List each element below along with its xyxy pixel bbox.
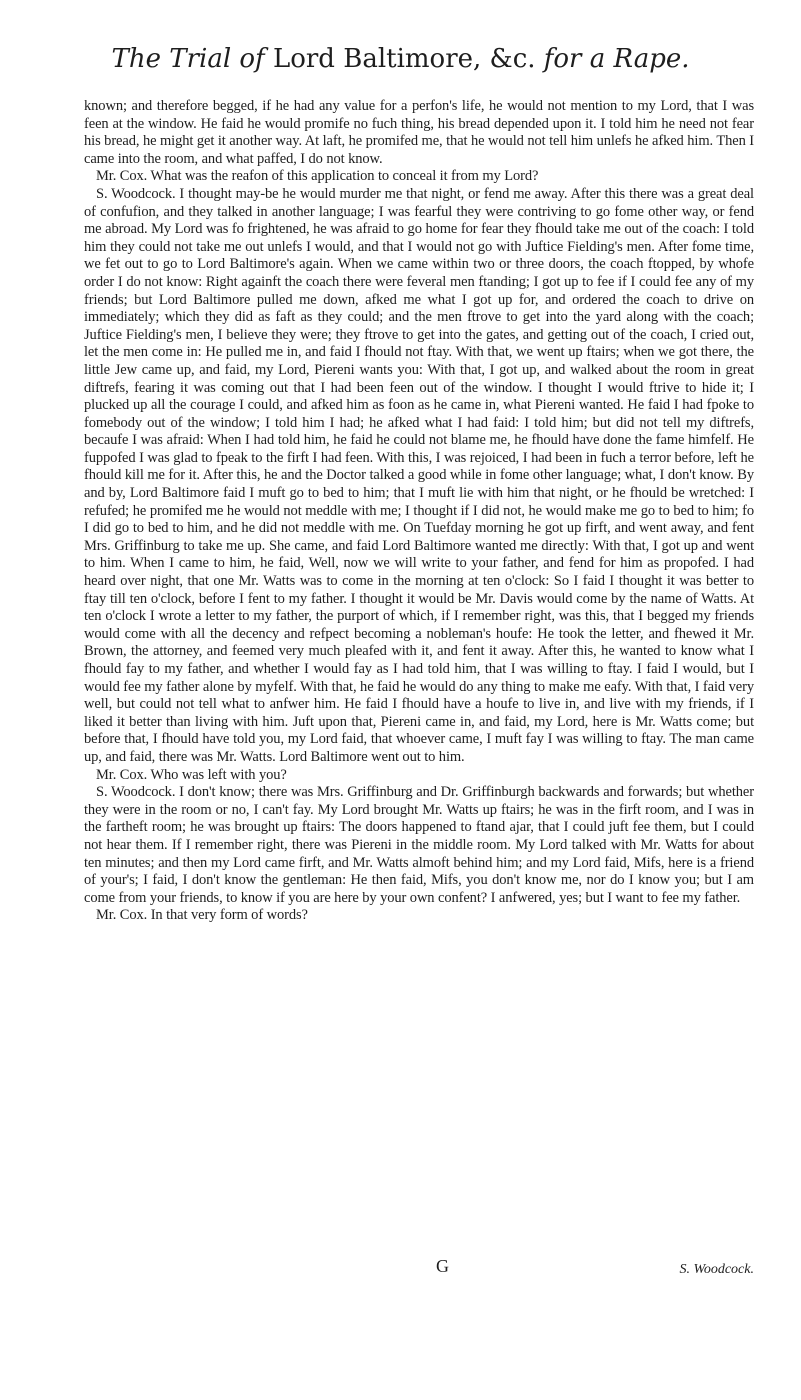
paragraph: S. Woodcock. I thought may-be he would murder me that night, or fend me away. After this there was a great deal of confufion, and they talked in another language; I was fearful they were contriving to go fome other way, or fend me abroad. My Lord was fo frightened, he was afraid to go home for fear they fhould take me out of the coach: I told him they could not take me out unlefs I would, and that I would not go with Juftice Fielding's men. After fome time, we fet out to go to Lord Baltimore's again. When we came within two or three doors, the coach ftopped, by whofe order I do not know: Right againft the coach there were feveral men ftanding; I got up to fee if I could fee any of my friends; but Lord Baltimore pulled me down, afked me what I got up for, and ordered the coach to drive on immediately; which they did as faft as they could; and the men ftrove to get into the yard along with the coach; Juftice Fielding's men, I believe they were; they ftrove to get into the gates, and getting out of the coach, I cried out, let the men come in: He pulled me in, and faid I fhould not ftay. With that, we went up ftairs; when we got there, the little Jew came up, and faid, my Lord, Piereni wants you: With that, I got up, and walked about the room in great diftrefs, fearing it was coming out that I had been feen out of the window. I thought I would ftrive to hide it; I plucked up all the courage I could, and afked him as foon as he came in, what Piereni wanted. He faid I had fpoke to fomebody out of the window; I told him I had; he afked what I had faid: I told him; but did not tell my diftrefs, becaufe I was afraid: When I had told him, he faid he could not blame me, he fhould have done the fame himfelf. He fuppofed I was glad to fpeak to the firft I had feen. With this, I was rejoiced, I had been in fuch a terror before, left he fhould kill me for it. After this, he and the Doctor talked a good while in fome other language; what, I don't know. By and by, Lord Baltimore faid I muft go to bed to him; that I muft lie with him that night, or he fhould be wretched: I refufed; he promifed me he would not meddle with me; I thought if I did not, he would make me go to bed to him; fo I did go to bed to him, and he did not meddle with me. On Tuefday morning he got up firft, and went away, and fent Mrs. Griffinburg to take me up. She came, and faid Lord Baltimore wanted me directly: With that, I got up and went to him. When I came to him, he faid, Well, now we will write to your father, and fend for him as propofed. I had heard over night, that one Mr. Watts was to come in the morning at ten o'clock: So I faid I thought it was better to ftay till ten o'clock, before I fent to my father. I thought it would be Mr. Davis would come by the name of Watts. At ten o'clock I wrote a letter to my father, the purport of which, if I remember right, was this, that I begged my friends would come with all the decency and refpect becoming a nobleman's houfe: He took the letter, and fhewed it Mr. Brown, the attorney, and feemed very much pleafed with it, and fent it away. After this, he wanted to know what I fhould fay to my father, and whether I would fay as I had told him, that I was willing to ftay. I faid I would, but I would fee my father alone by myfelf. With that, he faid he would do any thing to make me eafy. With that, I faid very well, but could not tell what to anfwer him. He faid I fhould have a houfe to live in, and live with my friends, if I liked it better than living with him. Juft upon that, Piereni came in, and faid, my Lord, here is Mr. Watts come; but before that, I fhould have told you, my Lord faid, that whoever came, I muft fay I was willing to ftay. The man came up, and faid, there was Mr. Watts. Lord Baltimore went out to him.	[84, 185, 754, 765]
signature-mark: G	[436, 1256, 449, 1276]
header-title-tail: for a Rape.	[543, 44, 690, 74]
paragraph: Mr. Cox. What was the reafon of this application to conceal it from my Lord?	[96, 168, 539, 185]
body-text	[84, 98, 754, 925]
header-title-plain: Lord Baltimore, &c.	[264, 44, 544, 74]
header-title-italic: The Trial of	[111, 44, 265, 74]
paragraph: S. Woodcock. I don't know; there was Mrs. Griffinburg and Dr. Griffinburgh backwards and forwards; but whether they were in the room or no, I can't fay. My Lord brought Mr. Watts up ftairs; he was in the firft room, and I was in the fartheft room; he was brought up ftairs: The doors happened to ftand ajar, that I could juft fee them, but I could not hear them. If I remember right, there was Piereni in the middle room. My Lord talked with Mr. Watts for about ten minutes; and then my Lord came firft, and Mr. Watts almoft behind him; and my Lord faid, Mifs, here is a friend of your's; I faid, I don't know the gentleman: He then faid, Mifs, you don't know me, nor do I know you; but I am come from your friends, to know if you are here by your own confent? I anfwered, yes; but I want to fee my father.	[84, 784, 754, 906]
paragraph: Mr. Cox. In that very form of words?	[96, 907, 308, 924]
catchword: S. Woodcock.	[679, 1262, 754, 1277]
running-header	[0, 46, 801, 72]
paragraph: known; and therefore begged, if he had any value for a perfon's life, he would not mention to my Lord, that I was feen at the window. He faid he would promife no fuch thing, his bread depended upon it. I told him he need not fear his bread, he might get it another way. At laft, he promifed me, that he would not tell him unlefs he afked him. Then I came into the room, and what paffed, I do not know.	[84, 98, 754, 167]
paragraph: Mr. Cox. Who was left with you?	[96, 766, 287, 783]
